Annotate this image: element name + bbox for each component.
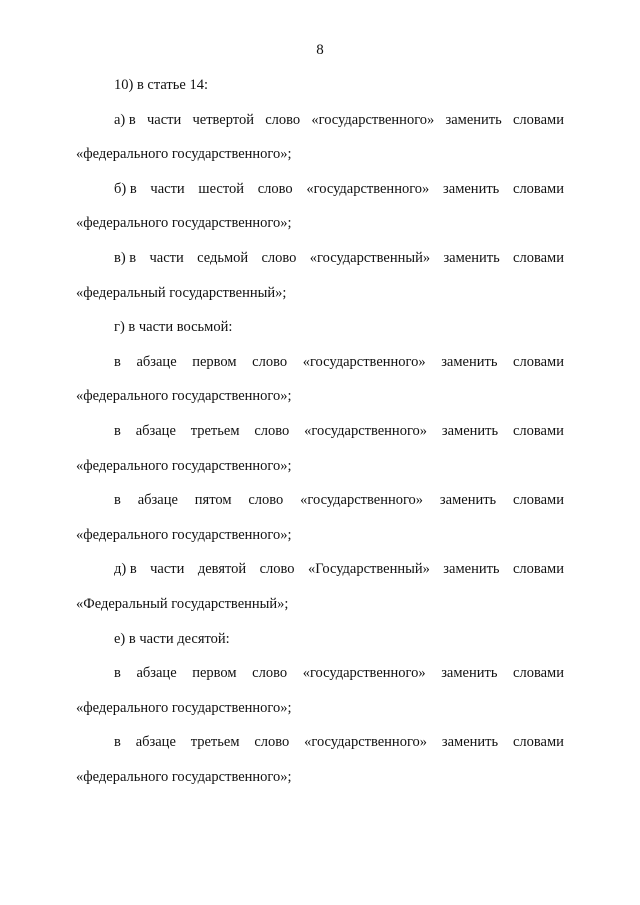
item-g-sub2-first-line [76,414,564,449]
word: словами [513,111,564,128]
word: четвертой [192,111,254,128]
item-e-sub2-first-line [76,725,564,760]
word: в [114,734,121,751]
word: заменить [441,734,499,751]
word: «государственного» [302,353,426,370]
word: слово [252,665,288,682]
item-v-first-line [76,241,564,276]
word: «государственного» [302,665,426,682]
word: а) в [114,111,136,128]
item-a-continuation: «федерального государственного»; [76,146,292,163]
item-g-sub3-continuation: «федерального государственного»; [76,526,292,543]
word: в [114,422,121,439]
word: заменить [441,353,498,370]
word: в [114,665,121,682]
item-a-first-line [76,103,564,138]
item-g-sub1-continuation: «федерального государственного»; [76,388,292,405]
word: части [149,249,184,266]
word: слово [248,492,284,509]
word: абзаце [135,422,176,439]
word: слово [259,561,295,578]
word: первом [192,353,237,370]
word: седьмой [197,249,249,266]
word: заменить [443,249,500,266]
item-v-continuation: «федеральный государственный»; [76,284,287,301]
item-d-continuation: «Федеральный государственный»; [76,595,289,612]
item-e-sub2-continuation: «федерального государственного»; [76,768,292,785]
word: словами [513,492,564,509]
word: третьем [190,422,240,439]
word: слово [254,734,290,751]
word: абзаце [136,665,177,682]
word: третьем [190,734,240,751]
word: пятом [194,492,232,509]
word: заменить [439,492,497,509]
word: словами [513,561,564,578]
word: девятой [197,561,247,578]
word: заменить [443,180,500,197]
word: «государственный» [309,249,431,266]
word: «государственного» [311,111,435,128]
item-g-sub2-continuation: «федерального государственного»; [76,457,292,474]
word: части [150,561,185,578]
word: слово [257,180,293,197]
item-g-sub3-first-line [76,483,564,518]
item-b-continuation: «федерального государственного»; [76,215,292,232]
item-g-label: г) в части восьмой: [114,319,233,336]
word: заменить [445,111,502,128]
word: заменить [441,665,498,682]
word: части [150,180,185,197]
word: шестой [198,180,244,197]
word: части [146,111,182,128]
word: слово [265,111,301,128]
word: словами [513,353,564,370]
item-e-sub1-continuation: «федерального государственного»; [76,699,292,716]
word: в [114,492,121,509]
page-number: 8 [316,42,324,58]
word: абзаце [135,734,176,751]
word: слово [252,353,288,370]
word: заменить [443,561,500,578]
word: «государственного» [304,734,428,751]
word: в) в [114,249,137,266]
article-heading: 10) в статье 14: [114,77,208,93]
item-b-first-line [76,172,564,207]
word: слово [261,249,297,266]
word: словами [513,665,564,682]
item-e-label: е) в части десятой: [114,630,230,647]
word: слово [254,422,290,439]
word: в [114,353,121,370]
word: абзаце [137,492,178,509]
item-g-sub1-first-line [76,345,564,380]
item-e-sub1-first-line [76,656,564,691]
word: словами [512,422,564,439]
word: «государственного» [304,422,428,439]
item-d-first-line [76,552,564,587]
word: «Государственный» [307,561,430,578]
word: словами [513,180,564,197]
document-body [76,68,564,794]
word: словами [512,734,564,751]
word: «государственного» [306,180,430,197]
word: первом [192,665,237,682]
word: д) в [114,561,137,578]
word: «государственного» [300,492,424,509]
word: б) в [114,180,137,197]
word: заменить [441,422,499,439]
word: абзаце [136,353,177,370]
word: словами [513,249,564,266]
